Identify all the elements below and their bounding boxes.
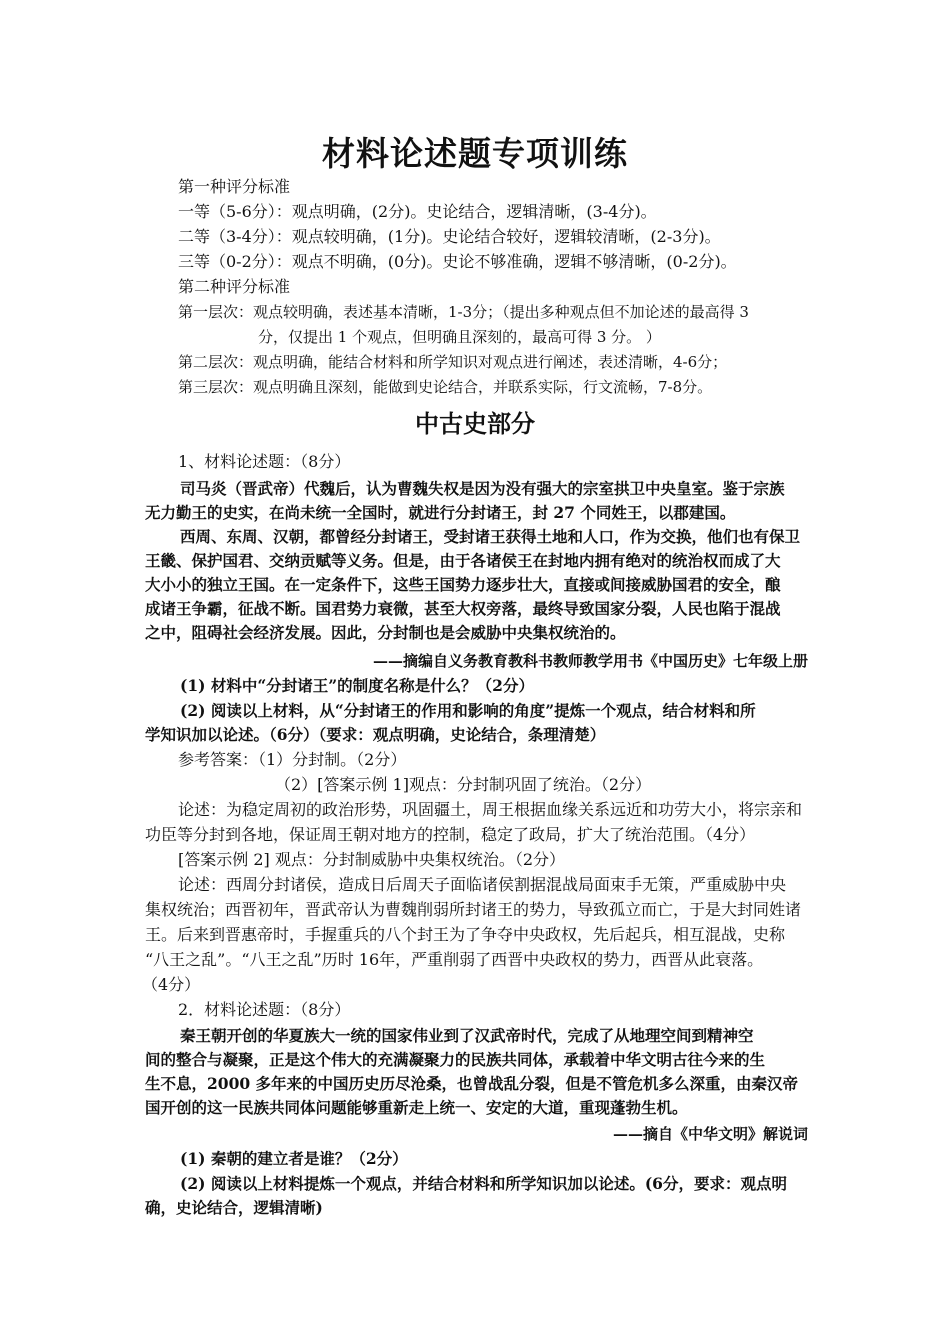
criteria-first-level-3: 三等（0-2分）：观点不明确，(0分)。史论不够准确，逻辑不够清晰，(0-2分)。 <box>178 252 737 271</box>
q2-material-line: 秦王朝开创的华夏族大一统的国家伟业到了汉武帝时代，完成了从地理空间到精神空 <box>180 1026 754 1045</box>
criteria-second-level-1: 第一层次：观点较明确，表述基本清晰，1-3分；（提出多种观点但不加论述的最高得 3 <box>178 303 749 321</box>
q1-answer-2-detail: 功臣等分封到各地，保证周王朝对地方的控制，稳定了政局，扩大了统治范围。（4分） <box>145 825 756 844</box>
q2-question-2-cont: 确，史论结合，逻辑清晰) <box>145 1198 323 1217</box>
q1-question-2: (2) 阅读以上材料，从“分封诸王的作用和影响的角度”提炼一个观点，结合材料和所 <box>180 701 756 720</box>
q1-answer-3-detail: 论述：西周分封诸侯，造成日后周天子面临诸侯割据混战局面束手无策，严重威胁中央 <box>178 875 787 894</box>
page-title: 材料论述题专项训练 <box>322 134 628 173</box>
q1-answer-3-detail: “八王之乱”。“八王之乱”历时 16年，严重削弱了西晋中央政权的势力，西晋从此衰落。 <box>145 950 764 969</box>
q1-material-line: 大小小的独立王国。在一定条件下，这些王国势力逐步壮大，直接或间接威胁国君的安全，酿 <box>145 575 781 594</box>
q1-answer-2-detail: 论述：为稳定周初的政治形势，巩固疆土，周王根据血缘关系远近和功劳大小，将宗亲和 <box>178 800 803 819</box>
criteria-second-level-2: 第二层次：观点明确，能结合材料和所学知识对观点进行阐述，表述清晰，4-6分； <box>178 353 728 371</box>
q1-question-2-cont: 学知识加以论述。（6分）（要求：观点明确，史论结合，条理清楚） <box>145 725 606 744</box>
criteria-second-level-3: 第三层次：观点明确且深刻，能做到史论结合，并联系实际，行文流畅，7-8分。 <box>178 378 713 396</box>
section-title: 中古史部分 <box>415 410 535 438</box>
criteria-second-level-1-cont: 分，仅提出 1 个观点，但明确且深刻的，最高可得 3 分。 ） <box>258 328 661 346</box>
q1-material-line: 王畿、保护国君、交纳贡赋等义务。但是，由于各诸侯王在封地内拥有绝对的统治权而成了大 <box>145 551 781 570</box>
q1-material-line: 司马炎（晋武帝）代魏后，认为曹魏失权是因为没有强大的宗室拱卫中央皇室。鉴于宗族 <box>180 479 785 498</box>
q1-answer-2: （2）[答案示例 1]观点：分封制巩固了统治。（2分） <box>275 775 652 794</box>
q2-material-line: 生不息，2000 多年来的中国历史历尽沧桑，也曾战乱分裂，但是不管危机多么深重，由秦汉帝 <box>145 1074 799 1093</box>
criteria-first-heading: 第一种评分标准 <box>178 177 291 196</box>
q2-material-line: 间的整合与凝聚，正是这个伟大的充满凝聚力的民族共同体，承载着中华文明古往今来的生 <box>145 1050 766 1069</box>
q2-question-2: (2) 阅读以上材料提炼一个观点，并结合材料和所学知识加以论述。(6分，要求：观点明 <box>180 1174 787 1193</box>
q1-answer-3: [答案示例 2] 观点：分封制威胁中央集权统治。（2分） <box>178 850 566 869</box>
q1-heading: 1、材料论述题：（8分） <box>178 452 351 471</box>
q2-material-line: 国开创的这一民族共同体问题能够重新走上统一、安定的大道，重现蓬勃生机。 <box>145 1098 688 1117</box>
q1-material-line: 之中，阻碍社会经济发展。因此，分封制也是会威胁中央集权统治的。 <box>145 623 626 642</box>
q2-heading: 2．材料论述题：（8分） <box>178 1000 351 1019</box>
q1-answer-1: 参考答案：（1）分封制。（2分） <box>178 750 407 769</box>
criteria-first-level-2: 二等（3-4分）：观点较明确，(1分)。史论结合较好，逻辑较清晰，(2-3分)。 <box>178 227 721 246</box>
q1-material-line: 无力勤王的史实，在尚未统一全国时，就进行分封诸王，封 27 个同姓王，以郡建国。 <box>145 503 736 522</box>
q2-source: ——摘自《中华文明》解说词 <box>612 1125 808 1143</box>
q2-question-1: (1) 秦朝的建立者是谁？（2分） <box>180 1149 408 1168</box>
q1-question-1: (1) 材料中“分封诸王”的制度名称是什么？（2分） <box>180 676 534 695</box>
q1-material-line: 成诸王争霸，征战不断。国君势力衰微，甚至大权旁落，最终导致国家分裂，人民也陷于混战 <box>145 599 781 618</box>
q1-answer-3-detail: 王。后来到晋惠帝时，手握重兵的八个封王为了争夺中央政权，先后起兵，相互混战，史称 <box>145 925 786 944</box>
q1-answer-3-detail: 集权统治；西晋初年，晋武帝认为曹魏削弱所封诸王的势力，导致孤立而亡，于是大封同姓诸 <box>145 900 802 919</box>
q1-source: ——摘编自义务教育教科书教师教学用书《中国历史》七年级上册 <box>372 652 808 670</box>
q1-answer-3-detail: （4分） <box>142 975 201 994</box>
q1-material-line: 西周、东周、汉朝，都曾经分封诸王，受封诸王获得土地和人口，作为交换，他们也有保卫 <box>180 527 801 546</box>
criteria-first-level-1: 一等（5-6分）：观点明确，(2分)。史论结合，逻辑清晰，(3-4分)。 <box>178 202 657 221</box>
criteria-second-heading: 第二种评分标准 <box>178 277 291 296</box>
